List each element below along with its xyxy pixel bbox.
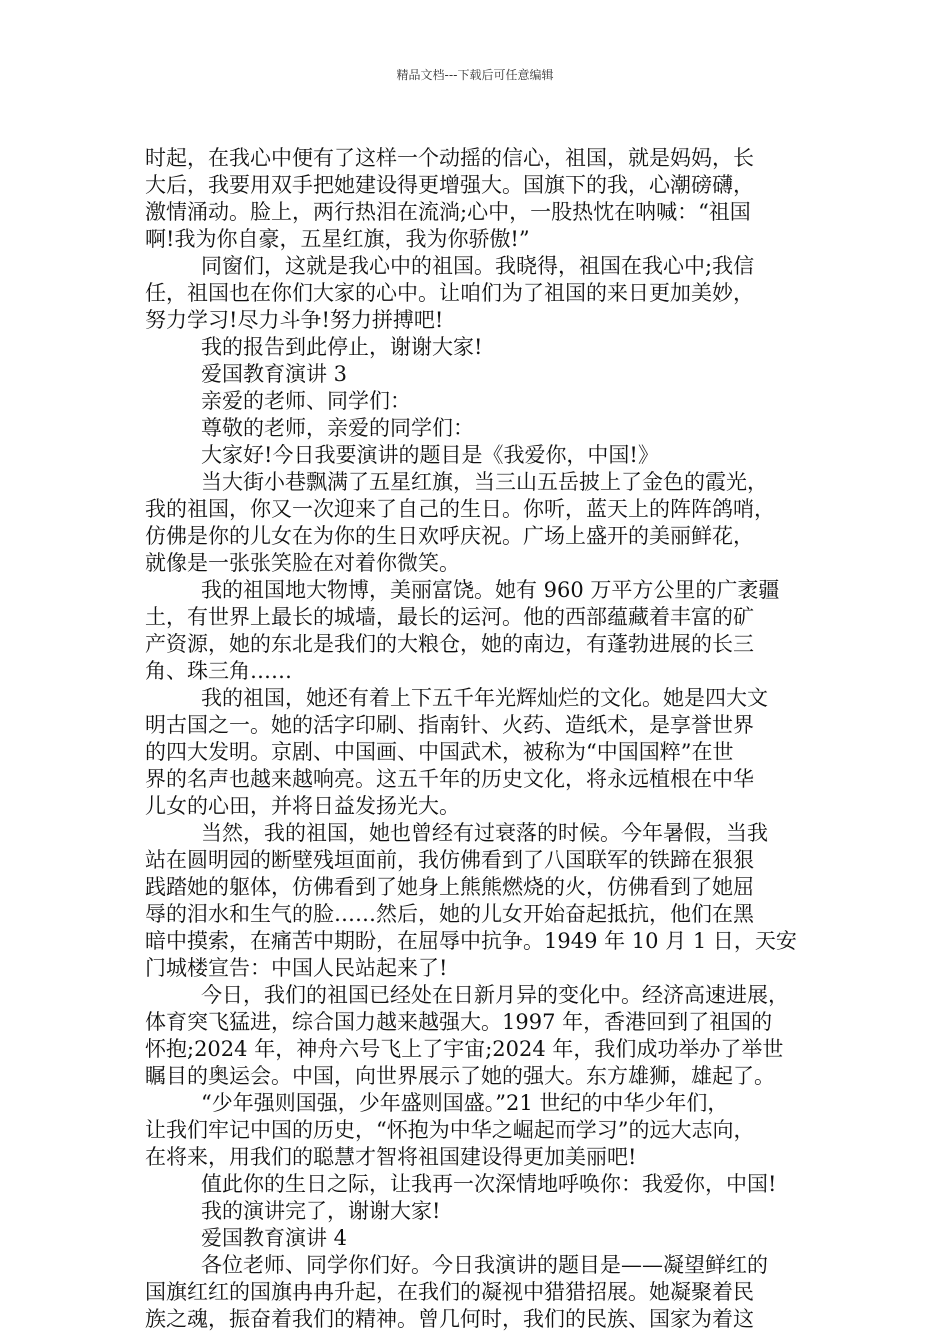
text-line: 产资源，她的东北是我们的大粮仓，她的南边，有蓬勃进展的长三 <box>145 632 754 656</box>
page-header: 精品文档---下载后可任意编辑 <box>396 68 554 82</box>
text-line: 当大街小巷飘满了五星红旗，当三山五岳披上了金色的霞光， <box>201 470 768 494</box>
text-line: 角、珠三角…… <box>145 659 292 683</box>
text-line: 就像是一张张笑脸在对着你微笑。 <box>145 551 460 575</box>
text-line: 我的祖国地大物博，美丽富饶。她有 960 万平方公里的广袤疆 <box>201 578 780 602</box>
text-line: 践踏她的躯体，仿佛看到了她身上熊熊燃烧的火，仿佛看到了她屈 <box>145 875 754 899</box>
text-line: 儿女的心田，并将日益发扬光大。 <box>145 794 460 818</box>
text-line: 辱的泪水和生气的脸……然后，她的儿女开始奋起抵抗，他们在黑 <box>145 902 754 926</box>
text-line: 今日，我们的祖国已经处在日新月异的变化中。经济高速进展， <box>201 983 789 1007</box>
text-line: 时起，在我心中便有了这样一个动摇的信心，祖国，就是妈妈，长 <box>145 146 754 170</box>
text-line: 激情涌动。脸上，两行热泪在流淌;心中，一股热忱在呐喊：“祖国 <box>145 200 751 224</box>
text-line: 的四大发明。京剧、中国画、中国武术，被称为“中国国粹”在世 <box>145 740 734 764</box>
text-line: 尊敬的老师，亲爱的同学们： <box>201 416 474 440</box>
text-line: 各位老师、同学你们好。今日我演讲的题目是——凝望鲜红的 <box>201 1253 768 1277</box>
text-line: 明古国之一。她的活字印刷、指南针、火药、造纸术，是享誉世界 <box>145 713 754 737</box>
text-line: 土，有世界上最长的城墙，最长的运河。他的西部蕴藏着丰富的矿 <box>145 605 754 629</box>
text-line: 当然，我的祖国，她也曾经有过衰落的时候。今年暑假，当我 <box>201 821 768 845</box>
text-line: 同窗们，这就是我心中的祖国。我晓得，祖国在我心中;我信 <box>201 254 755 278</box>
text-line: 国旗红红的国旗冉冉升起，在我们的凝视中猎猎招展。她凝聚着民 <box>145 1280 754 1304</box>
text-line: 我的祖国，你又一次迎来了自己的生日。你听，蓝天上的阵阵鸽哨， <box>145 497 775 521</box>
text-line: 仿佛是你的儿女在为你的生日欢呼庆祝。广场上盛开的美丽鲜花， <box>145 524 754 548</box>
text-line: 大家好!今日我要演讲的题目是《我爱你，中国!》 <box>201 443 659 467</box>
text-line: 我的演讲完了，谢谢大家! <box>201 1199 441 1223</box>
text-line: 让我们牢记中国的历史，“怀抱为中华之崛起而学习”的远大志向， <box>145 1118 755 1142</box>
text-line: 任，祖国也在你们大家的心中。让咱们为了祖国的来日更加美妙， <box>145 281 754 305</box>
text-line: 体育突飞猛进，综合国力越来越强大。1997 年，香港回到了祖国的 <box>145 1010 773 1034</box>
text-line: 我的报告到此停止，谢谢大家! <box>201 335 483 359</box>
document-body <box>145 145 825 1333</box>
text-line: 大后，我要用双手把她建设得更增强大。国旗下的我，心潮磅礴， <box>145 173 754 197</box>
text-line: 门城楼宣告：中国人民站起来了! <box>145 956 448 980</box>
text-line: 啊!我为你自豪，五星红旗，我为你骄傲!” <box>145 227 530 251</box>
text-line: 爱国教育演讲 3 <box>201 362 348 386</box>
text-line: 在将来，用我们的聪慧才智将祖国建设得更加美丽吧! <box>145 1145 637 1169</box>
text-line: 暗中摸索，在痛苦中期盼，在屈辱中抗争。1949 年 10 月 1 日，天安 <box>145 929 797 953</box>
text-line: 瞩目的奥运会。中国，向世界展示了她的强大。东方雄狮，雄起了。 <box>145 1064 775 1088</box>
text-line: 值此你的生日之际，让我再一次深情地呼唤你：我爱你，中国! <box>201 1172 777 1196</box>
text-line: 站在圆明园的断壁残垣面前，我仿佛看到了八国联军的铁蹄在狠狠 <box>145 848 754 872</box>
text-line: “少年强则国强，少年盛则国盛。”21 世纪的中华少年们， <box>201 1091 729 1115</box>
text-line: 我的祖国，她还有着上下五千年光辉灿烂的文化。她是四大文 <box>201 686 768 710</box>
text-line: 努力学习!尽力斗争!努力拼搏吧! <box>145 308 444 332</box>
text-line: 族之魂，振奋着我们的精神。曾几何时，我们的民族、国家为着这 <box>145 1307 754 1331</box>
text-line: 界的名声也越来越响亮。这五千年的历史文化，将永远植根在中华 <box>145 767 754 791</box>
text-line: 亲爱的老师、同学们： <box>201 389 411 413</box>
text-line: 怀抱;2024 年，神舟六号飞上了宇宙;2024 年，我们成功举办了举世 <box>145 1037 784 1061</box>
text-line: 爱国教育演讲 4 <box>201 1226 348 1250</box>
